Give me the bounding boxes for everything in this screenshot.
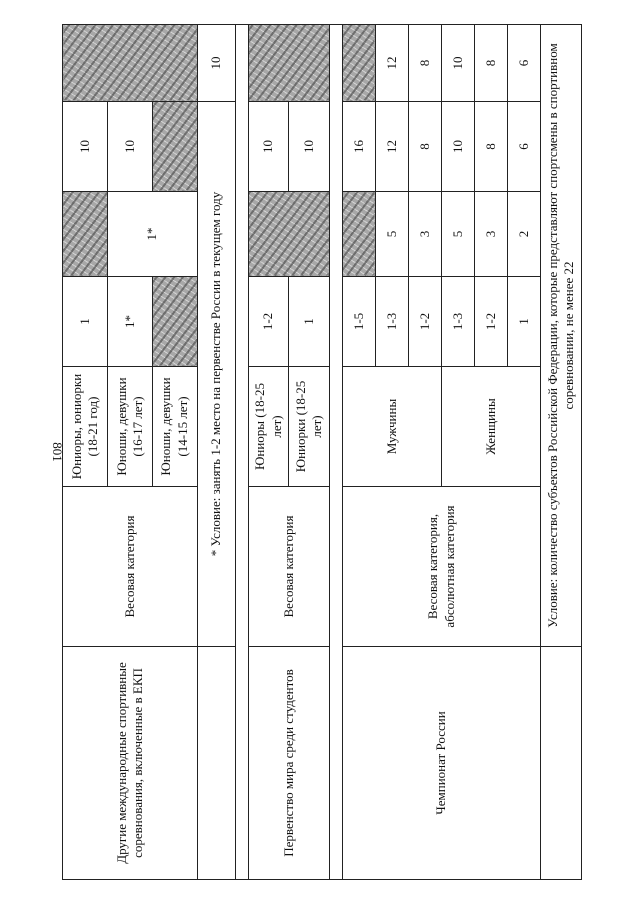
section-gap (329, 25, 342, 880)
value-cell: 1-3 (375, 277, 408, 367)
hatched-cell (342, 192, 375, 277)
value-cell: 12 (375, 25, 408, 102)
section-title: Другие международные спортивные соревнования, включенные в ЕКП (63, 647, 198, 880)
rotated-page (62, 25, 582, 880)
section-title: Чемпионат России (342, 647, 541, 880)
value-cell: 8 (475, 102, 508, 192)
table-row (248, 25, 289, 880)
value-cell: 8 (408, 102, 441, 192)
gender-cell: Мужчины (342, 367, 441, 487)
value-cell: 1 (289, 277, 330, 367)
hatched-cell (63, 25, 198, 102)
hatched-cell (63, 192, 108, 277)
value-cell: 3 (475, 192, 508, 277)
value-cell: 1-2 (408, 277, 441, 367)
value-cell: 1 (63, 277, 108, 367)
value-cell: 8 (475, 25, 508, 102)
age-cell: Юноши, девушки (14-15 лет) (152, 367, 197, 487)
hatched-cell (342, 25, 375, 102)
age-cell: Юниоры (18-25 лет) (248, 367, 289, 487)
gender-cell: Женщины (442, 367, 541, 487)
empty-cell (197, 647, 235, 880)
table-row (63, 25, 108, 880)
age-cell: Юниорки (18-25 лет) (289, 367, 330, 487)
footnote: * Условие: занять 1-2 место на первенстве России в текущем году (197, 102, 235, 647)
value-cell: 1-2 (475, 277, 508, 367)
age-cell: Юниоры, юниорки (18-21 год) (63, 367, 108, 487)
section-title: Первенство мира среди студентов (248, 647, 329, 880)
value-cell: 1 (508, 277, 541, 367)
value-cell: 6 (508, 102, 541, 192)
category-cell: Весовая категория (63, 487, 198, 647)
table-row (197, 25, 235, 880)
value-cell: 1* (107, 277, 152, 367)
ekp-table (62, 24, 582, 880)
value-cell: 1-2 (248, 277, 289, 367)
value-cell: 6 (508, 25, 541, 102)
table-row (235, 25, 248, 880)
value-cell: 1* (107, 192, 197, 277)
value-cell: 10 (289, 102, 330, 192)
category-cell: Весовая категория (248, 487, 329, 647)
value-cell: 10 (248, 102, 289, 192)
value-cell: 5 (375, 192, 408, 277)
empty-cell (541, 647, 582, 880)
footnote: Условие: количество субъектов Российской Федерации, которые представляют спортсмены в спортивном соревновании, не менее 22 (541, 25, 582, 647)
value-cell: 2 (508, 192, 541, 277)
value-cell: 10 (197, 25, 235, 102)
hatched-cell (248, 192, 329, 277)
value-cell: 10 (442, 102, 475, 192)
table-row (329, 25, 342, 880)
value-cell: 16 (342, 102, 375, 192)
value-cell: 10 (442, 25, 475, 102)
category-cell: Весовая категория, абсолютная категория (342, 487, 541, 647)
table-row (541, 25, 582, 880)
hatched-cell (152, 102, 197, 192)
section-gap (235, 25, 248, 880)
page-number: 801 (50, 442, 65, 462)
value-cell: 8 (408, 25, 441, 102)
age-cell: Юноши, девушки (16-17 лет) (107, 367, 152, 487)
value-cell: 5 (442, 192, 475, 277)
value-cell: 12 (375, 102, 408, 192)
value-cell: 3 (408, 192, 441, 277)
value-cell: 1-3 (442, 277, 475, 367)
value-cell: 1-5 (342, 277, 375, 367)
value-cell: 10 (63, 102, 108, 192)
value-cell: 10 (107, 102, 152, 192)
hatched-cell (152, 277, 197, 367)
table-row (342, 25, 375, 880)
hatched-cell (248, 25, 329, 102)
